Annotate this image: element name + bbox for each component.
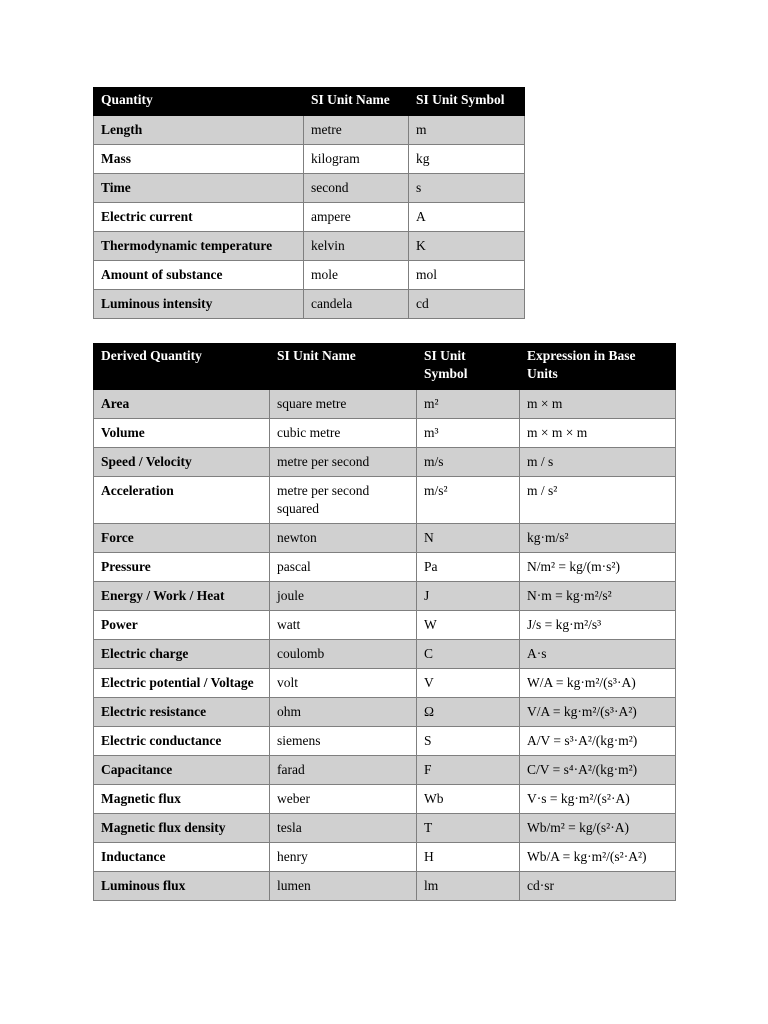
unit-symbol-cell: Ω — [417, 698, 520, 727]
quantity-cell: Capacitance — [94, 756, 270, 785]
base-expression-cell: V·s = kg·m²/(s²·A) — [520, 785, 676, 814]
unit-name-cell: cubic metre — [270, 419, 417, 448]
quantity-cell: Area — [94, 390, 270, 419]
table-row — [94, 785, 676, 814]
unit-name-cell: ampere — [304, 203, 409, 232]
table-row — [94, 203, 525, 232]
unit-symbol-cell: kg — [409, 145, 525, 174]
table-row — [94, 174, 525, 203]
column-header-derived-quantity: Derived Quantity — [94, 344, 270, 390]
unit-name-cell: siemens — [270, 727, 417, 756]
unit-symbol-cell: Pa — [417, 553, 520, 582]
quantity-cell: Inductance — [94, 843, 270, 872]
quantity-cell: Electric conductance — [94, 727, 270, 756]
table-row — [94, 477, 676, 524]
quantity-cell: Volume — [94, 419, 270, 448]
unit-name-cell: weber — [270, 785, 417, 814]
table-row — [94, 524, 676, 553]
table-row — [94, 640, 676, 669]
unit-symbol-cell: A — [409, 203, 525, 232]
unit-name-cell: mole — [304, 261, 409, 290]
unit-name-cell: watt — [270, 611, 417, 640]
quantity-cell: Mass — [94, 145, 304, 174]
unit-symbol-cell: m/s² — [417, 477, 520, 524]
unit-symbol-cell: lm — [417, 872, 520, 901]
unit-name-cell: volt — [270, 669, 417, 698]
base-expression-cell: A·s — [520, 640, 676, 669]
unit-symbol-cell: K — [409, 232, 525, 261]
unit-symbol-cell: mol — [409, 261, 525, 290]
unit-name-cell: joule — [270, 582, 417, 611]
unit-name-cell: metre per second — [270, 448, 417, 477]
table-row — [94, 611, 676, 640]
base-expression-cell: C/V = s⁴·A²/(kg·m²) — [520, 756, 676, 785]
unit-name-cell: coulomb — [270, 640, 417, 669]
quantity-cell: Force — [94, 524, 270, 553]
quantity-cell: Magnetic flux density — [94, 814, 270, 843]
base-expression-cell: N·m = kg·m²/s² — [520, 582, 676, 611]
quantity-cell: Energy / Work / Heat — [94, 582, 270, 611]
unit-symbol-cell: N — [417, 524, 520, 553]
unit-name-cell: newton — [270, 524, 417, 553]
table-row — [94, 261, 525, 290]
unit-name-cell: pascal — [270, 553, 417, 582]
base-expression-cell: Wb/A = kg·m²/(s²·A²) — [520, 843, 676, 872]
table-row — [94, 872, 676, 901]
base-expression-cell: m / s² — [520, 477, 676, 524]
base-expression-cell: W/A = kg·m²/(s³·A) — [520, 669, 676, 698]
unit-name-cell: farad — [270, 756, 417, 785]
unit-symbol-cell: cd — [409, 290, 525, 319]
quantity-cell: Magnetic flux — [94, 785, 270, 814]
base-expression-cell: cd·sr — [520, 872, 676, 901]
table-row — [94, 727, 676, 756]
table-header-row — [94, 88, 525, 116]
unit-name-cell: kelvin — [304, 232, 409, 261]
table-row — [94, 756, 676, 785]
quantity-cell: Luminous intensity — [94, 290, 304, 319]
derived-si-units-table — [93, 343, 676, 901]
table-row — [94, 448, 676, 477]
base-expression-cell: A/V = s³·A²/(kg·m²) — [520, 727, 676, 756]
base-expression-cell: V/A = kg·m²/(s³·A²) — [520, 698, 676, 727]
unit-symbol-cell: m/s — [417, 448, 520, 477]
table-row — [94, 232, 525, 261]
unit-name-cell: lumen — [270, 872, 417, 901]
unit-symbol-cell: J — [417, 582, 520, 611]
quantity-cell: Electric charge — [94, 640, 270, 669]
column-header-unit-symbol: SI Unit Symbol — [409, 88, 525, 116]
unit-symbol-cell: m — [409, 116, 525, 145]
unit-name-cell: second — [304, 174, 409, 203]
table-row — [94, 390, 676, 419]
quantity-cell: Electric potential / Voltage — [94, 669, 270, 698]
table-row — [94, 814, 676, 843]
unit-symbol-cell: m³ — [417, 419, 520, 448]
unit-symbol-cell: Wb — [417, 785, 520, 814]
quantity-cell: Luminous flux — [94, 872, 270, 901]
table-row — [94, 843, 676, 872]
quantity-cell: Amount of substance — [94, 261, 304, 290]
table-row — [94, 553, 676, 582]
unit-name-cell: metre — [304, 116, 409, 145]
base-expression-cell: J/s = kg·m²/s³ — [520, 611, 676, 640]
column-header-quantity: Quantity — [94, 88, 304, 116]
column-header-unit-name: SI Unit Name — [270, 344, 417, 390]
base-expression-cell: Wb/m² = kg/(s²·A) — [520, 814, 676, 843]
base-expression-cell: m × m × m — [520, 419, 676, 448]
table-row — [94, 145, 525, 174]
quantity-cell: Length — [94, 116, 304, 145]
base-expression-cell: kg·m/s² — [520, 524, 676, 553]
quantity-cell: Time — [94, 174, 304, 203]
unit-symbol-cell: m² — [417, 390, 520, 419]
quantity-cell: Electric current — [94, 203, 304, 232]
table-row — [94, 582, 676, 611]
table-row — [94, 116, 525, 145]
unit-symbol-cell: V — [417, 669, 520, 698]
unit-symbol-cell: H — [417, 843, 520, 872]
unit-name-cell: henry — [270, 843, 417, 872]
table-header-row — [94, 344, 676, 390]
unit-symbol-cell: s — [409, 174, 525, 203]
column-header-unit-name: SI Unit Name — [304, 88, 409, 116]
unit-symbol-cell: S — [417, 727, 520, 756]
table-row — [94, 669, 676, 698]
column-header-base-expression: Expression in Base Units — [520, 344, 676, 390]
unit-symbol-cell: T — [417, 814, 520, 843]
table-row — [94, 698, 676, 727]
unit-name-cell: tesla — [270, 814, 417, 843]
unit-name-cell: candela — [304, 290, 409, 319]
unit-name-cell: metre per second squared — [270, 477, 417, 524]
unit-symbol-cell: W — [417, 611, 520, 640]
unit-name-cell: square metre — [270, 390, 417, 419]
table-row — [94, 419, 676, 448]
base-expression-cell: m × m — [520, 390, 676, 419]
base-expression-cell: m / s — [520, 448, 676, 477]
base-si-units-table — [93, 87, 525, 319]
quantity-cell: Thermodynamic temperature — [94, 232, 304, 261]
base-expression-cell: N/m² = kg/(m·s²) — [520, 553, 676, 582]
unit-name-cell: kilogram — [304, 145, 409, 174]
unit-symbol-cell: F — [417, 756, 520, 785]
table-row — [94, 290, 525, 319]
quantity-cell: Power — [94, 611, 270, 640]
quantity-cell: Pressure — [94, 553, 270, 582]
quantity-cell: Acceleration — [94, 477, 270, 524]
column-header-unit-symbol: SI Unit Symbol — [417, 344, 520, 390]
quantity-cell: Electric resistance — [94, 698, 270, 727]
quantity-cell: Speed / Velocity — [94, 448, 270, 477]
unit-name-cell: ohm — [270, 698, 417, 727]
unit-symbol-cell: C — [417, 640, 520, 669]
